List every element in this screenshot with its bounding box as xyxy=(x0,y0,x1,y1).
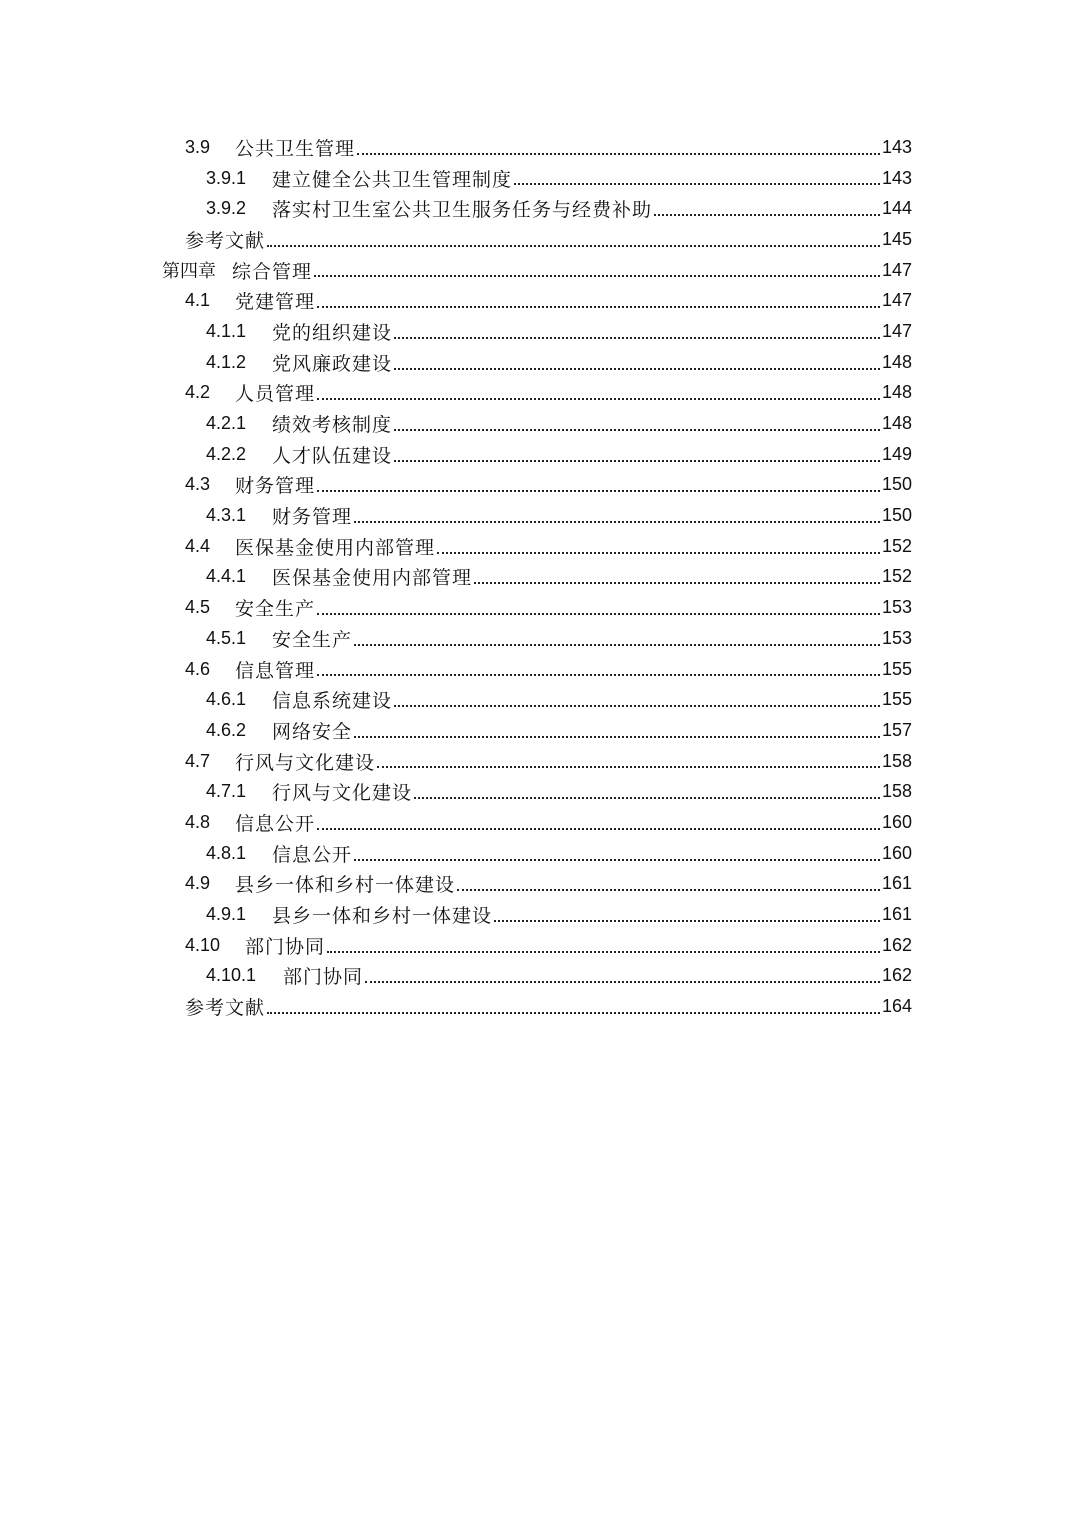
toc-entry-number: 4.10.1 xyxy=(206,965,257,986)
toc-entry[interactable] xyxy=(0,562,1074,593)
dot-leader xyxy=(327,950,880,953)
toc-entry-title: 县乡一体和乡村一体建设 xyxy=(235,874,456,897)
dot-leader xyxy=(394,336,880,339)
toc-entry-number: 4.2.2 xyxy=(206,443,247,464)
toc-entry-page-number: 164 xyxy=(881,996,912,1017)
toc-entry-number: 3.9.1 xyxy=(206,167,247,188)
toc-entry[interactable] xyxy=(0,776,1074,807)
dot-leader xyxy=(394,459,880,462)
dot-leader xyxy=(457,888,880,891)
dot-leader xyxy=(437,551,880,554)
dot-leader xyxy=(365,980,880,983)
toc-entry-page-number: 161 xyxy=(881,873,912,894)
toc-entry-page-number: 152 xyxy=(881,535,912,556)
toc-entry-page-number: 158 xyxy=(881,781,912,802)
toc-entry[interactable] xyxy=(0,623,1074,654)
toc-entry-number: 4.6.2 xyxy=(206,719,247,740)
dot-leader xyxy=(317,305,880,308)
toc-entry-number: 4.7.1 xyxy=(206,781,247,802)
dot-leader xyxy=(414,796,880,799)
toc-entry-title: 医保基金使用内部管理 xyxy=(272,567,473,590)
toc-entry-page-number: 153 xyxy=(881,597,912,618)
toc-entry-title: 县乡一体和乡村一体建设 xyxy=(272,905,493,928)
toc-entry-title: 建立健全公共卫生管理制度 xyxy=(272,168,513,191)
dot-leader xyxy=(267,244,880,247)
toc-entry-number: 4.6.1 xyxy=(206,689,247,710)
toc-entry-page-number: 152 xyxy=(881,566,912,587)
toc-entry[interactable] xyxy=(0,193,1074,224)
toc-entry-page-number: 143 xyxy=(881,167,912,188)
toc-entry[interactable] xyxy=(0,654,1074,685)
toc-entry[interactable] xyxy=(0,684,1074,715)
toc-entry-page-number: 148 xyxy=(881,382,912,403)
toc-entry[interactable] xyxy=(0,285,1074,316)
dot-leader xyxy=(394,367,880,370)
toc-entry-title: 落实村卫生室公共卫生服务任务与经费补助 xyxy=(272,199,653,222)
toc-entry-number: 4.6 xyxy=(185,658,211,679)
toc-entry-number: 4.9 xyxy=(185,873,211,894)
toc-entry-title: 公共卫生管理 xyxy=(235,137,356,160)
toc-entry-title: 党风廉政建设 xyxy=(272,352,393,375)
toc-entry-number: 4.1 xyxy=(185,290,211,311)
toc-entry[interactable] xyxy=(0,869,1074,900)
dot-leader xyxy=(354,643,880,646)
toc-entry-page-number: 155 xyxy=(881,689,912,710)
toc-entry-page-number: 147 xyxy=(881,320,912,341)
toc-entry[interactable] xyxy=(0,439,1074,470)
dot-leader xyxy=(354,858,880,861)
toc-entry[interactable] xyxy=(0,991,1074,1022)
toc-entry-title: 党的组织建设 xyxy=(272,321,393,344)
dot-leader xyxy=(377,765,880,768)
toc-entry-number: 4.10 xyxy=(185,934,221,955)
toc-entry[interactable] xyxy=(0,224,1074,255)
table-of-contents xyxy=(0,132,1074,1022)
dot-leader xyxy=(354,520,880,523)
toc-entry-number: 4.2.1 xyxy=(206,413,247,434)
toc-entry-number: 3.9 xyxy=(185,136,211,157)
dot-leader xyxy=(314,274,880,277)
toc-entry-title: 行风与文化建设 xyxy=(272,782,413,805)
dot-leader xyxy=(317,673,880,676)
toc-entry-page-number: 162 xyxy=(881,965,912,986)
toc-entry-page-number: 148 xyxy=(881,351,912,372)
toc-entry-page-number: 160 xyxy=(881,842,912,863)
toc-entry-page-number: 150 xyxy=(881,474,912,495)
toc-entry[interactable] xyxy=(0,408,1074,439)
dot-leader xyxy=(514,182,880,185)
toc-entry-page-number: 145 xyxy=(881,228,912,249)
toc-entry[interactable] xyxy=(0,255,1074,286)
toc-entry-title: 党建管理 xyxy=(235,291,316,314)
toc-entry[interactable] xyxy=(0,531,1074,562)
toc-entry[interactable] xyxy=(0,930,1074,961)
toc-entry-title: 安全生产 xyxy=(235,598,316,621)
toc-entry-number: 4.4 xyxy=(185,535,211,556)
toc-entry[interactable] xyxy=(0,592,1074,623)
dot-leader xyxy=(267,1011,880,1014)
toc-entry-title: 参考文献 xyxy=(185,997,266,1020)
toc-entry-page-number: 144 xyxy=(881,198,912,219)
toc-entry-title: 行风与文化建设 xyxy=(235,751,376,774)
toc-entry-page-number: 162 xyxy=(881,934,912,955)
toc-entry[interactable] xyxy=(0,838,1074,869)
toc-entry[interactable] xyxy=(0,961,1074,992)
toc-entry-page-number: 160 xyxy=(881,811,912,832)
dot-leader xyxy=(494,919,880,922)
toc-entry-page-number: 149 xyxy=(881,443,912,464)
toc-entry[interactable] xyxy=(0,316,1074,347)
toc-entry-title: 信息公开 xyxy=(235,812,316,835)
dot-leader xyxy=(317,827,880,830)
toc-entry[interactable] xyxy=(0,132,1074,163)
toc-entry-title: 人员管理 xyxy=(235,383,316,406)
toc-entry-number: 4.3 xyxy=(185,474,211,495)
toc-entry-number: 第四章 xyxy=(162,261,216,283)
dot-leader xyxy=(654,213,880,216)
toc-entry[interactable] xyxy=(0,899,1074,930)
toc-entry-page-number: 158 xyxy=(881,750,912,771)
toc-entry[interactable] xyxy=(0,378,1074,409)
toc-entry-page-number: 155 xyxy=(881,658,912,679)
toc-entry-title: 财务管理 xyxy=(272,506,353,529)
toc-entry-title: 部门协同 xyxy=(283,966,364,989)
toc-entry-title: 信息公开 xyxy=(272,843,353,866)
toc-entry-title: 安全生产 xyxy=(272,628,353,651)
toc-entry-number: 4.4.1 xyxy=(206,566,247,587)
toc-entry-number: 4.5.1 xyxy=(206,627,247,648)
toc-entry[interactable] xyxy=(0,470,1074,501)
toc-entry-number: 4.2 xyxy=(185,382,211,403)
toc-entry-title: 部门协同 xyxy=(245,935,326,958)
toc-entry[interactable] xyxy=(0,746,1074,777)
toc-entry-number: 4.7 xyxy=(185,750,211,771)
toc-entry-page-number: 148 xyxy=(881,413,912,434)
toc-entry-title: 财务管理 xyxy=(235,475,316,498)
toc-entry-title: 医保基金使用内部管理 xyxy=(235,536,436,559)
toc-entry-page-number: 143 xyxy=(881,136,912,157)
toc-entry-number: 4.3.1 xyxy=(206,505,247,526)
toc-entry-page-number: 157 xyxy=(881,719,912,740)
dot-leader xyxy=(317,612,880,615)
toc-entry[interactable] xyxy=(0,347,1074,378)
toc-entry[interactable] xyxy=(0,715,1074,746)
toc-entry-page-number: 153 xyxy=(881,627,912,648)
toc-entry-title: 信息系统建设 xyxy=(272,690,393,713)
toc-entry-page-number: 150 xyxy=(881,505,912,526)
toc-entry-number: 4.8 xyxy=(185,811,211,832)
dot-leader xyxy=(394,428,880,431)
toc-entry-title: 信息管理 xyxy=(235,659,316,682)
toc-entry-title: 绩效考核制度 xyxy=(272,414,393,437)
dot-leader xyxy=(317,397,880,400)
toc-entry-page-number: 147 xyxy=(881,259,912,280)
toc-entry-page-number: 147 xyxy=(881,290,912,311)
toc-entry-title: 网络安全 xyxy=(272,720,353,743)
dot-leader xyxy=(474,581,880,584)
toc-entry[interactable] xyxy=(0,807,1074,838)
toc-entry-number: 3.9.2 xyxy=(206,198,247,219)
toc-entry-number: 4.9.1 xyxy=(206,904,247,925)
toc-entry-number: 4.1.2 xyxy=(206,351,247,372)
dot-leader xyxy=(354,735,880,738)
toc-entry[interactable] xyxy=(0,500,1074,531)
toc-entry[interactable] xyxy=(0,163,1074,194)
toc-entry-title: 人才队伍建设 xyxy=(272,444,393,467)
toc-entry-number: 4.1.1 xyxy=(206,320,247,341)
toc-entry-page-number: 161 xyxy=(881,904,912,925)
dot-leader xyxy=(357,152,880,155)
toc-entry-number: 4.5 xyxy=(185,597,211,618)
dot-leader xyxy=(317,489,880,492)
toc-entry-number: 4.8.1 xyxy=(206,842,247,863)
dot-leader xyxy=(394,704,880,707)
toc-entry-title: 综合管理 xyxy=(232,260,313,283)
toc-entry-title: 参考文献 xyxy=(185,229,266,252)
